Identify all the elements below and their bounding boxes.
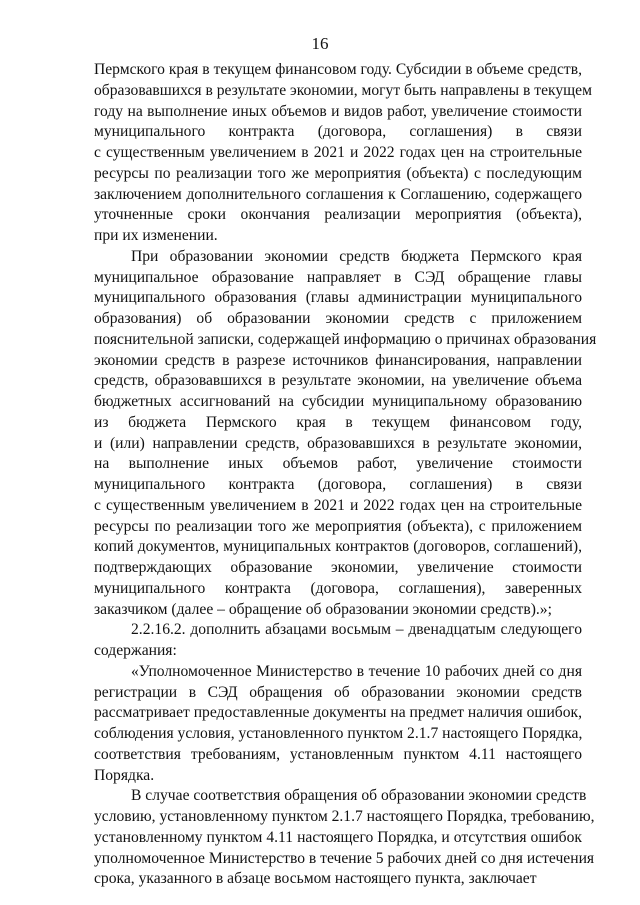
text-line: При образовании экономии средств бюджета Пермского края — [131, 247, 582, 265]
paragraph — [94, 60, 592, 247]
text-line: при их изменении. — [94, 227, 218, 244]
text-line: муниципальное образование направляет в СЭД обращение главы — [94, 268, 582, 286]
text-line: установленному пунктом 4.11 настоящего Порядка, и отсутствия ошибок — [94, 828, 582, 846]
paragraph — [94, 786, 595, 890]
text-line: на выполнение иных объемов работ, увеличение стоимости — [94, 455, 582, 473]
text-line: копий документов, муниципальных контрактов (договоров, соглашений), — [94, 538, 582, 556]
text-line: образования) об образовании экономии средств с приложением — [94, 310, 582, 327]
text-line: образовавшихся в результате экономии, могут быть направлены в текущем — [94, 81, 592, 99]
page-number: 16 — [311, 34, 329, 53]
text-line: муниципального контракта (договора, соглашения) в связи — [94, 123, 582, 141]
paragraph — [94, 247, 597, 621]
text-line: муниципального контракта (договора, соглашения) в связи — [94, 476, 582, 493]
text-line: подтверждающих образование экономии, увеличение стоимости — [94, 559, 582, 576]
document-body — [94, 60, 597, 890]
text-line: 2.2.16.2. дополнить абзацами восьмым – двенадцатым следующего — [131, 621, 582, 639]
text-line: срока, указанного в абзаце восьмом настоящего пункта, заключает — [94, 870, 537, 888]
text-line: В случае соответствия обращения об образовании экономии средств — [131, 787, 587, 805]
paragraph — [94, 620, 582, 662]
text-line: уполномоченное Министерство в течение 5 рабочих дней со дня истечения — [94, 849, 595, 867]
text-line: муниципального образования (главы администрации муниципального — [94, 289, 582, 307]
text-line: экономии средств в разрезе источников финансирования, направлении — [94, 351, 582, 369]
text-line: условию, установленному пунктом 2.1.7 настоящего Порядка, требованию, — [94, 808, 595, 825]
text-line: из бюджета Пермского края в текущем финансовом году, — [94, 413, 582, 431]
text-line: с существенным увеличением в 2021 и 2022 годах цен на строительные — [94, 144, 582, 161]
text-line: заключением дополнительного соглашения к Соглашению, содержащего — [94, 185, 582, 203]
text-line: муниципального контракта (договора, соглашения), заверенных — [94, 579, 582, 597]
text-line: с существенным увеличением в 2021 и 2022 годах цен на строительные — [94, 496, 582, 514]
text-line: ресурсы по реализации того же мероприятия (объекта), с приложением — [94, 517, 582, 535]
text-line: соблюдения условия, установленного пунктом 2.1.7 настоящего Порядка, — [94, 725, 583, 742]
text-line: и (или) направлении средств, образовавшихся в результате экономии, — [94, 434, 582, 452]
text-line: соответствия требованиям, установленным пунктом 4.11 настоящего — [94, 745, 582, 763]
text-line: средств, образовавшихся в результате экономии, на увеличение объема — [94, 372, 582, 390]
text-line: содержания: — [94, 642, 177, 659]
text-line: Пермского края в текущем финансовом году. Субсидии в объеме средств, — [94, 61, 582, 78]
text-line: рассматривает предоставленные документы на предмет наличия ошибок, — [94, 704, 582, 722]
text-line: регистрации в СЭД обращения об образовании экономии средств — [94, 683, 582, 701]
text-line: Порядка. — [94, 766, 155, 784]
text-line: ресурсы по реализации того же мероприятия (объекта) с последующим — [94, 164, 582, 182]
text-line: уточненные сроки окончания реализации мероприятия (объекта), — [94, 206, 582, 224]
text-line: году на выполнение иных объемов и видов работ, увеличение стоимости — [94, 102, 582, 120]
paragraph — [94, 662, 582, 787]
text-line: «Уполномоченное Министерство в течение 10 рабочих дней со дня — [131, 662, 582, 680]
text-line: бюджетных ассигнований на субсидии муниципальному образованию — [94, 393, 582, 410]
text-line: пояснительной записки, содержащей информацию о причинах образования — [94, 330, 597, 348]
text-line: заказчиком (далее – обращение об образовании экономии средств).»; — [94, 600, 552, 618]
